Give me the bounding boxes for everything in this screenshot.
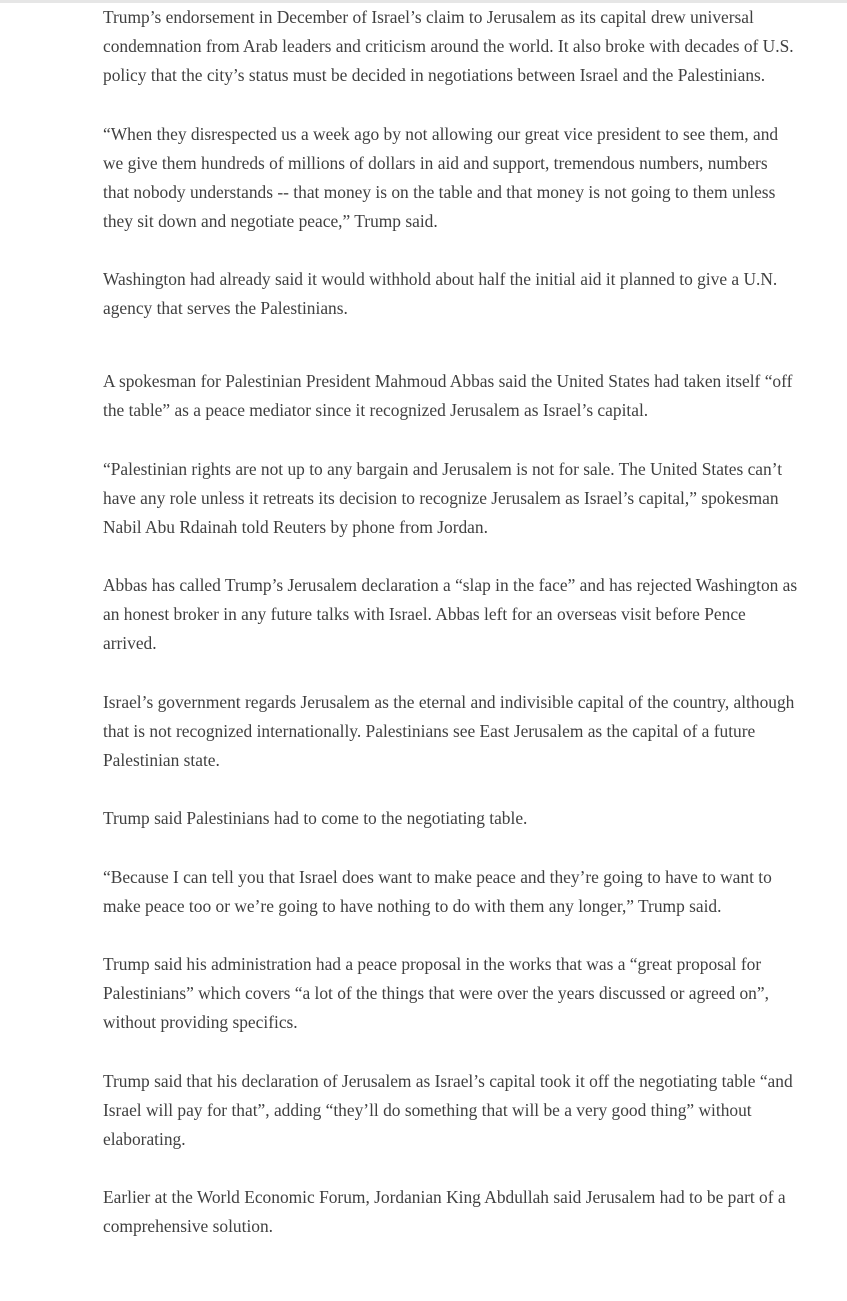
article-paragraph: Israel’s government regards Jerusalem as the eternal and indivisible capital of the country, although that is not recognized internationally. Palestinians see East Jerusalem as the capital of a future Palestinian state. [103, 691, 795, 770]
article-paragraph: “Palestinian rights are not up to any bargain and Jerusalem is not for sale. The United States can’t have any role unless it retreats its decision to recognize Jerusalem as Israel’s capital,” spokesman Nabil Abu Rdainah told Reuters by phone from Jordan. [103, 458, 783, 537]
article-paragraph: Abbas has called Trump’s Jerusalem declaration a “slap in the face” and has rejected Washington as an honest broker in any future talks with Israel. Abbas left for an overseas visit before Pence arrived. [103, 575, 798, 653]
article-paragraph: Washington had already said it would withhold about half the initial aid it planned to give a U.N. agency that serves the Palestinians. [103, 269, 778, 318]
article-paragraph: “When they disrespected us a week ago by not allowing our great vice president to see them, and we give them hundreds of millions of dollars in aid and support, tremendous numbers, numbers that nobody understands -- that money is on the table and that money is not going to them unless they sit down and negotiate peace,” Trump said. [103, 123, 779, 231]
article-paragraph: A spokesman for Palestinian President Mahmoud Abbas said the United States had taken itself “off the table” as a peace mediator since it recognized Jerusalem as Israel’s capital. [103, 371, 793, 420]
article-paragraph: Trump said that his declaration of Jerusalem as Israel’s capital took it off the negotiating table “and Israel will pay for that”, adding “they’ll do something that will be a very good thing” without elaborating. [103, 1070, 793, 1149]
article-paragraph: Trump said his administration had a peace proposal in the works that was a “great proposal for Palestinians” which covers “a lot of the things that were over the years discussed or agreed on”, without providing specifics. [103, 954, 769, 1032]
article-paragraph: “Because I can tell you that Israel does want to make peace and they’re going to have to want to make peace too or we’re going to have nothing to do with them any longer,” Trump said. [103, 866, 772, 916]
article-paragraph: Trump’s endorsement in December of Israel’s claim to Jerusalem as its capital drew universal condemnation from Arab leaders and criticism around the world. It also broke with decades of U.S. policy that the city’s status must be decided in negotiations between Israel and the Palestinians. [103, 7, 794, 85]
article-body [103, 3, 798, 1271]
article-paragraph: Trump said Palestinians had to come to the negotiating table. [103, 808, 528, 828]
article-paragraph: Earlier at the World Economic Forum, Jordanian King Abdullah said Jerusalem had to be part of a comprehensive solution. [103, 1187, 786, 1236]
